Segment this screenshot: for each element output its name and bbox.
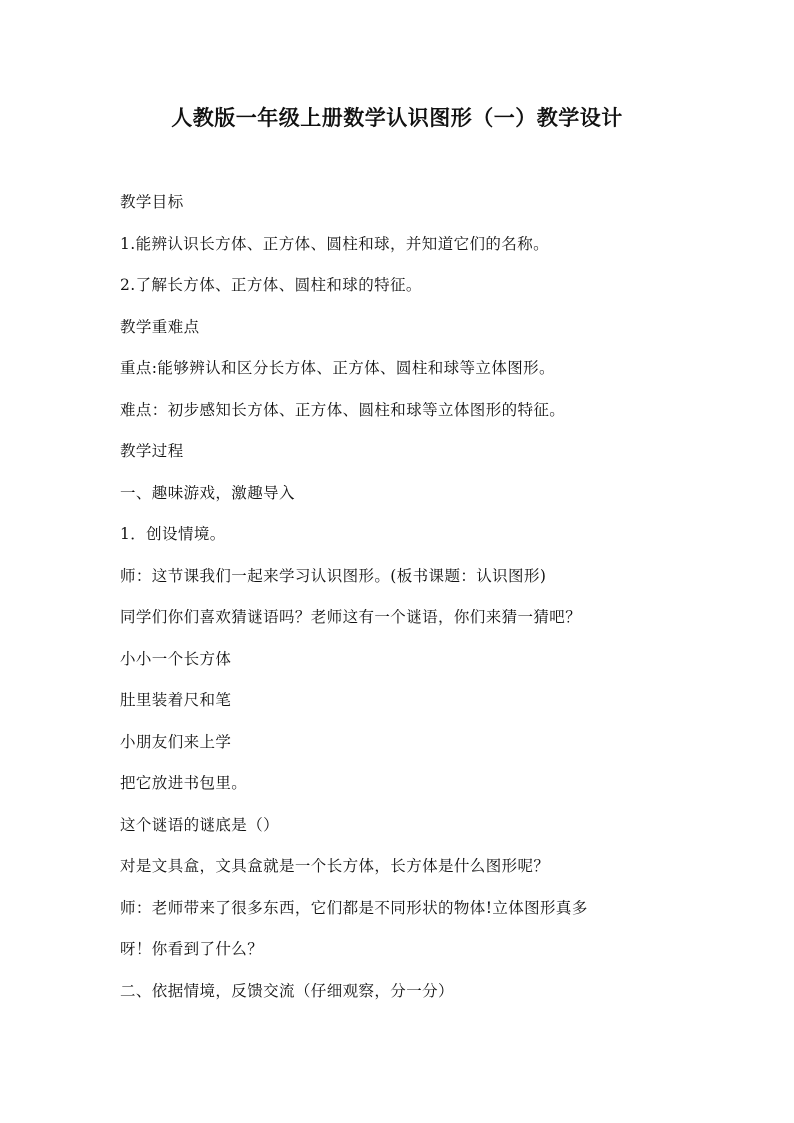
body-text-line: 师：这节课我们一起来学习认识图形。(板书课题：认识图形) — [120, 566, 547, 585]
process-substep-1: 1．创设情境。 — [120, 525, 226, 543]
body-text-line: 对是文具盒，文具盒就是一个长方体，长方体是什么图形呢？ — [120, 857, 550, 875]
document-body — [120, 182, 680, 1012]
process-step-heading-2: 二、依据情境，反馈交流（仔细观察，分一分） — [120, 981, 454, 1000]
key-point-line: 重点:能够辨认和区分长方体、正方体、圆柱和球等立体图形。 — [120, 359, 555, 377]
process-step-heading-1: 一、趣味游戏，激趣导入 — [120, 483, 295, 502]
body-text-line: 呀！你看到了什么？ — [120, 940, 264, 958]
body-text-line: 师：老师带来了很多东西，它们都是不同形状的物体!立体图形真多 — [120, 898, 588, 917]
body-text-line: 这个谜语的谜底是（） — [120, 815, 280, 834]
objective-item-2: 2.了解长方体、正方体、圆柱和球的特征。 — [120, 276, 422, 294]
riddle-line: 把它放进书包里。 — [120, 774, 248, 792]
document-title: 人教版一年级上册数学认识图形（一）教学设计 — [171, 105, 623, 130]
riddle-line: 小小一个长方体 — [120, 649, 232, 668]
riddle-line: 肚里装着尺和笔 — [120, 691, 232, 709]
objective-item-1: 1.能辨认识长方体、正方体、圆柱和球，并知道它们的名称。 — [120, 234, 549, 253]
section-heading-process: 教学过程 — [120, 442, 184, 460]
section-heading-objectives: 教学目标 — [120, 193, 184, 211]
section-heading-key-points: 教学重难点 — [120, 317, 200, 336]
riddle-line: 小朋友们来上学 — [120, 732, 232, 751]
body-text-line: 同学们你们喜欢猜谜语吗？老师这有一个谜语，你们来猜一猜吧？ — [120, 608, 582, 626]
difficult-point-line: 难点：初步感知长方体、正方体、圆柱和球等立体图形的特征。 — [120, 400, 566, 419]
